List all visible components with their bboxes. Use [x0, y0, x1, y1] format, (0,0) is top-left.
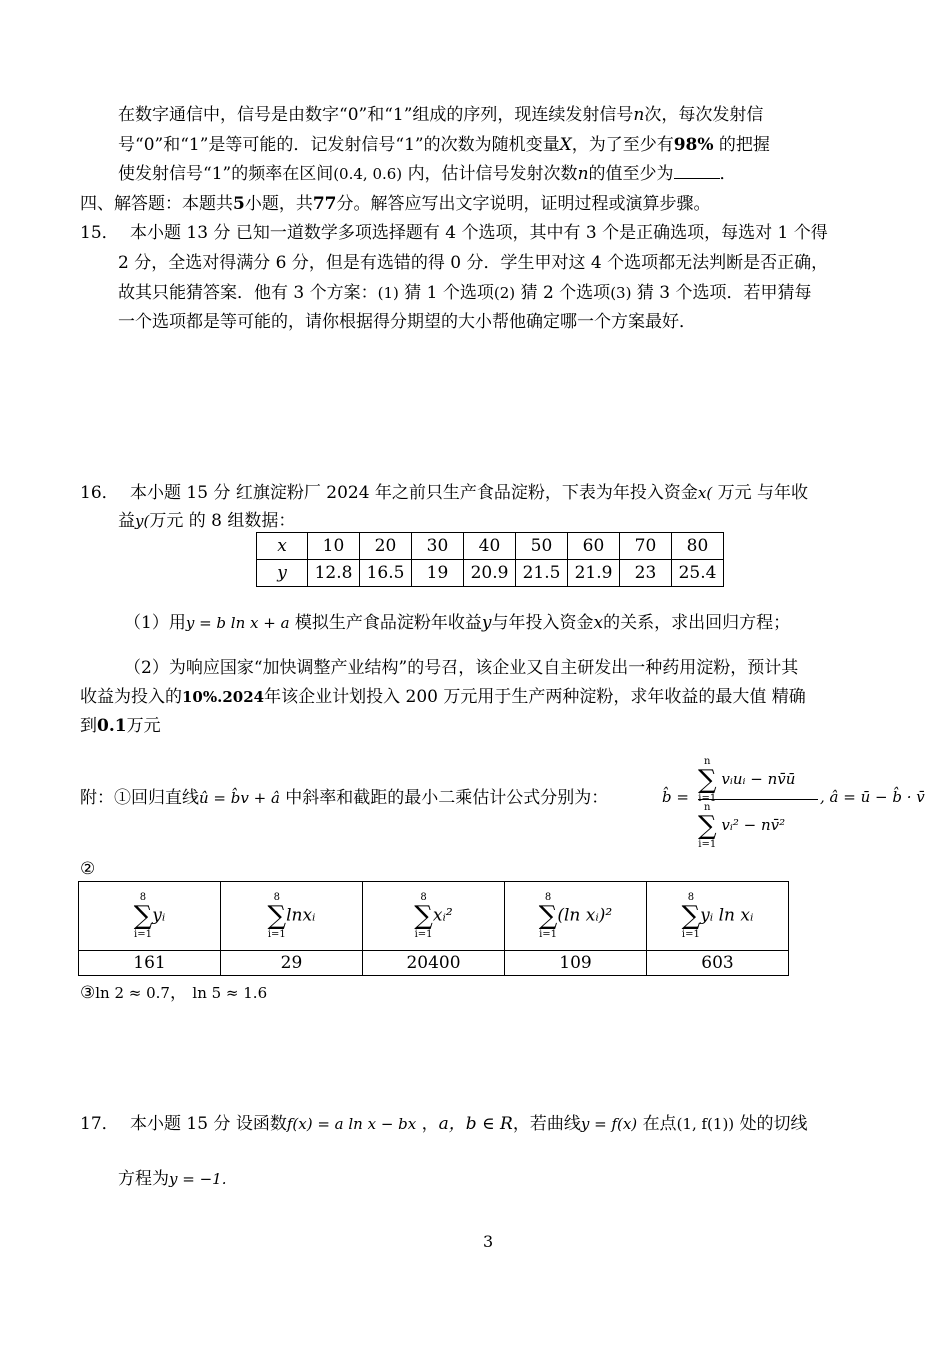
sum-value: 161: [79, 951, 221, 976]
q15-line3: 故其只能猜答案．他有 3 个方案：(1) 猜 1 个选项(2) 猜 2 个选项(3) 猜 3 个选项．若甲猜每: [118, 283, 812, 303]
bhat-formula: [662, 754, 925, 850]
q16-part2-line2: 收益为投入的10%.2024年该企业计划投入 200 万元用于生产两种淀粉，求年收益的最大值 精确: [80, 687, 806, 707]
bhat-lhs: b̂ =: [662, 788, 689, 806]
table-cell: 60: [568, 533, 620, 560]
fraction-bar: [698, 799, 818, 800]
table-cell: 21.9: [568, 560, 620, 587]
q15-number: 15．: [80, 223, 119, 243]
q16-line1: 本小题 15 分 红旗淀粉厂 2024 年之前只生产食品淀粉，下表为年投入资金x( 万元 与年收: [130, 483, 809, 503]
q17-line1: 本小题 15 分 设函数f(x) = a ln x − bx ，a，b ∈ R，若曲线y = f(x) 在点(1, f(1)) 处的切线: [130, 1114, 808, 1134]
circle-two: ②: [80, 859, 96, 879]
table-header-x: x: [257, 533, 308, 560]
q16-part2-line3: 到0.1万元: [80, 716, 161, 736]
table-cell: 70: [620, 533, 672, 560]
table-cell: 80: [672, 533, 724, 560]
table-cell: 23: [620, 560, 672, 587]
sum-cell: 8 ∑ i=1 (ln xᵢ)²: [505, 882, 647, 951]
q14-line1: 在数字通信中，信号是由数字“0”和“1”组成的序列，现连续发射信号n次，每次发射信: [118, 105, 764, 125]
q16-line2: 益y(万元 的 8 组数据：: [118, 511, 296, 531]
table-header-y: y: [257, 560, 308, 587]
q15-line4: 一个选项都是等可能的，请你根据得分期望的大小帮他确定哪一个方案最好．: [118, 312, 696, 332]
answer-blank: [674, 162, 720, 179]
table-cell: 40: [464, 533, 516, 560]
sum-value: 603: [647, 951, 789, 976]
table-cell: 25.4: [672, 560, 724, 587]
table-cell: 21.5: [516, 560, 568, 587]
table-cell: 20.9: [464, 560, 516, 587]
sum-cell: 8 ∑ i=1 yᵢ: [79, 882, 221, 951]
q14-line3: 使发射信号“1”的频率在区间(0.4, 0.6) 内，估计信号发射次数n的值至少为 ．: [118, 164, 737, 184]
bhat-denominator: n ∑ i=1 vᵢ² − nv̄²: [698, 802, 786, 850]
q17-number: 17．: [80, 1114, 119, 1134]
sum-value: 20400: [363, 951, 505, 976]
table-cell: 10: [308, 533, 360, 560]
q16-part1: （1）用y = b ln x + a 模拟生产食品淀粉年收益y与年投入资金x的关系，求出回归方程；: [124, 613, 791, 633]
sums-row-values: [79, 951, 789, 976]
table-cell: 19: [412, 560, 464, 587]
sum-cell: 8 ∑ i=1 yᵢ ln xᵢ: [647, 882, 789, 951]
q16-part2-line1: （2）为响应国家“加快调整产业结构”的号召，该企业又自主研发出一种药用淀粉，预计其: [124, 658, 799, 678]
q15-line2: 2 分，全选对得满分 6 分，但是有选错的得 0 分．学生甲对这 4 个选项都无法判断是否正确，: [118, 253, 829, 273]
sum-cell: 8 ∑ i=1 xᵢ²: [363, 882, 505, 951]
q16-number: 16．: [80, 483, 119, 503]
sum-cell: 8 ∑ i=1 lnxᵢ: [221, 882, 363, 951]
table-row-x: [257, 533, 724, 560]
bhat-numerator: n ∑ vᵢuᵢ − nv̄ū: [698, 756, 796, 795]
sum-value: 109: [505, 951, 647, 976]
ahat-formula: , â = ū − b̂ · v̄: [820, 788, 925, 806]
table-cell: 16.5: [360, 560, 412, 587]
data-table: [256, 532, 724, 587]
q17-line2: 方程为y = −1.: [118, 1169, 227, 1189]
table-cell: 20: [360, 533, 412, 560]
sum-value: 29: [221, 951, 363, 976]
sums-row-expressions: [79, 882, 789, 951]
section4-heading: 四、解答题：本题共5小题，共77分。解答应写出文字说明，证明过程或演算步骤。: [80, 194, 711, 214]
q15-line1: 本小题 13 分 已知一道数学多项选择题有 4 个选项，其中有 3 个是正确选项，每选对 1 个得: [130, 223, 828, 243]
table-cell: 30: [412, 533, 464, 560]
table-row-y: [257, 560, 724, 587]
appendix-line: 附：①回归直线û = b̂v + â 中斜率和截距的最小二乘估计公式分别为：: [80, 788, 609, 808]
page-number: 3: [483, 1232, 494, 1251]
q14-line2: 号“0”和“1”是等可能的．记发射信号“1”的次数为随机变量X，为了至少有98% 的把握: [118, 135, 770, 155]
table-cell: 12.8: [308, 560, 360, 587]
sums-table: [78, 881, 789, 976]
appendix-logs: ③ln 2 ≈ 0.7， ln 5 ≈ 1.6: [80, 983, 268, 1003]
table-cell: 50: [516, 533, 568, 560]
